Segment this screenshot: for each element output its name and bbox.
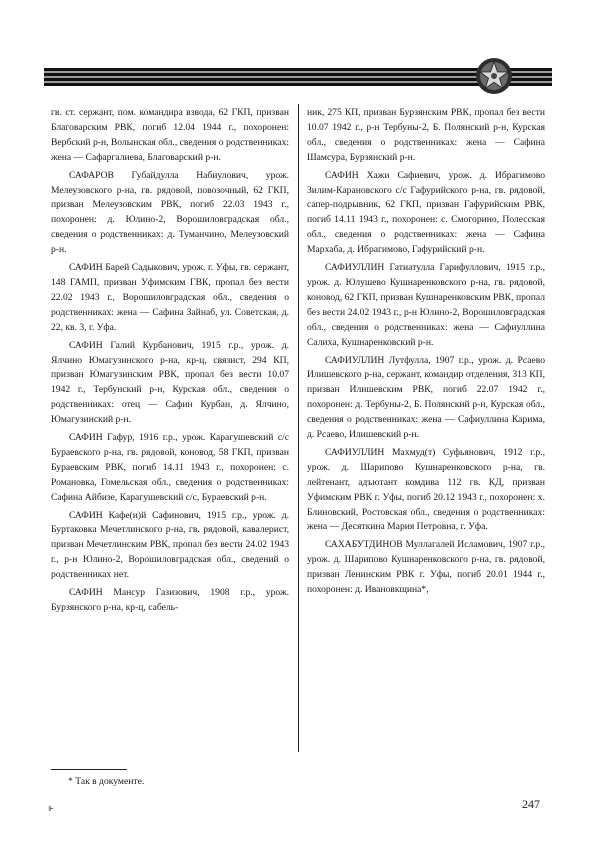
footnote-rule	[51, 769, 127, 770]
entry-paragraph: гв. ст. сержант, пом. командира взвода, 62 ГКП, призван Благоварским РВК, погиб 12.04 1944 г., похоронен: Вербский р-н, Волынская обл., сведения о родственниках: жена — Сафаргалиева, Благоварский р-н.	[51, 107, 289, 163]
entry-paragraph: САФИН Кафе(и)й Сафинович, 1915 г.р., урож. д. Буртаковка Мечетлинского р-на, гв. рядовой, кавалерист, призван Мечетлинским РВК, пропал без вести 24.02 1943 г., р-н Юлино-2, Ворошиловградская обл., сведений о родственниках нет.	[51, 509, 289, 581]
entry-paragraph: САФИН Барей Садыкович, урож. г. Уфы, гв. сержант, 148 ГАМП, призван Уфимским ГВК, пропал без вести 22.02 1943 г., Ворошиловградская обл., сведения о родственниках: жена — Сафина Зайнаб, ул. Советская, д. 22, кв. 3, г. Уфа.	[51, 262, 289, 333]
entry-paragraph: САФИН Хажи Сафиевич, урож. д. Ибрагимово Зилим-Карановского с/с Гафурийского р-на, гв. рядовой, сапер-подрывник, 62 ГКП, призван Гафурийским РВК, погиб 14.11 1943 г., похоронен: с. Смогорино, Полесская обл., сведения о родственниках: жена — Сафина Мархаба, д. Ибрагимово, Гафурийский р-н.	[307, 169, 545, 256]
entry-paragraph: САФИУЛЛИН Гатиатулла Гарифуллович, 1915 г.р., урож. д. Юлушево Кушнаренковского р-на, гв. рядовой, коновод, 62 ГКП, призван Кушнаренковским РВК, пропал без вести 24.02 1943 г., р-н Юлино-2, Ворошиловградская обл., сведения о родственниках: жена — Сафиуллина Салиха, Кушнаренковский р-н.	[307, 262, 545, 348]
star-emblem-icon	[474, 56, 514, 96]
entry-paragraph: САХАБУТДИНОВ Муллагалей Исламович, 1907 г.р., урож. д. Шарипово Кушнаренковского р-на, гв. рядовой, призван Ленинским РВК г. Уфы, погиб 20.01 1944 г., похоронен: д. Ивановкщина*,	[307, 539, 545, 596]
footnote: * Так в документе.	[68, 776, 145, 787]
entry-paragraph: САФИН Галий Курбанович, 1915 г.р., урож. д. Ялчино Юмагузинского р-на, кр-ц, связист, 294 КП, призван Юмагузинским РВК, пропал без вести 10.07 1942 г., Тербунский р-н, Курская обл., сведения о родственниках: отец — Сафин Курбан, д. Ялчино, Юмагузинский р-н.	[51, 339, 289, 426]
entry-paragraph: САФИУЛЛИН Махмуд(т) Суфьянович, 1912 г.р., урож. д. Шарипово Кушнаренковского р-на, гв. лейтенант, адъютант комдива 112 гв. КД, призван Уфимским РВК г. Уфы, погиб 20.12 1943 г., похоронен: х. Блиновский, Ростовская обл., сведения о родственниках: жена — Десяткина Мария Петровна, г. Уфа.	[307, 446, 545, 533]
corner-mark: ⊩	[48, 805, 55, 813]
column-divider	[298, 104, 299, 752]
left-column	[51, 106, 289, 619]
entry-paragraph: САФАРОВ Губайдулла Набиулович, урож. Мелеузовского р-на, гв. рядовой, повозочный, 62 ГКП, призван Мелеузовским РВК, погиб 22.03 1943 г., похоронен: д. Юлино-2, Ворошиловградская обл., сведения о родственниках: д. Туманчино, Мелеузовский р-н.	[51, 169, 289, 256]
page-number: 247	[522, 797, 540, 811]
entry-paragraph: САФИН Мансур Газизович, 1908 г.р., урож. Бурзянского р-на, кр-ц, сабель-	[51, 587, 289, 613]
entry-paragraph: ник, 275 КП, призван Бурзянским РВК, пропал без вести 10.07 1942 г., р-н Тербуны-2, Б. Полянский р-н, Курская обл., сведения о родственниках: жена — Сафина Шамсура, Бурзянский р-н.	[307, 107, 545, 163]
right-column	[307, 106, 545, 601]
entry-paragraph: САФИН Гафур, 1916 г.р., урож. Карагушевский с/с Бураевского р-на, гв. рядовой, коновод, 58 ГКП, призван Бураевским РВК, погиб 14.11 1943 г., похоронен: с. Романовка, Гомельская обл., сведения о родственниках: Сафина Айбизе, Карагушевский с/с, Бураевский р-н.	[51, 432, 289, 503]
entry-paragraph: САФИУЛЛИН Лутфулла, 1907 г.р., урож. д. Рсаево Илишевского р-на, сержант, командир отделения, 313 КП, призван Илишевским РВК, погиб 22.07 1942 г., похоронен: д. Тербуны-2, Б. Полянский р-н, Курская обл., сведения о родственниках: жена — Сафиуллина Карима, д. Рсаево, Илишевский р-н.	[307, 354, 545, 441]
